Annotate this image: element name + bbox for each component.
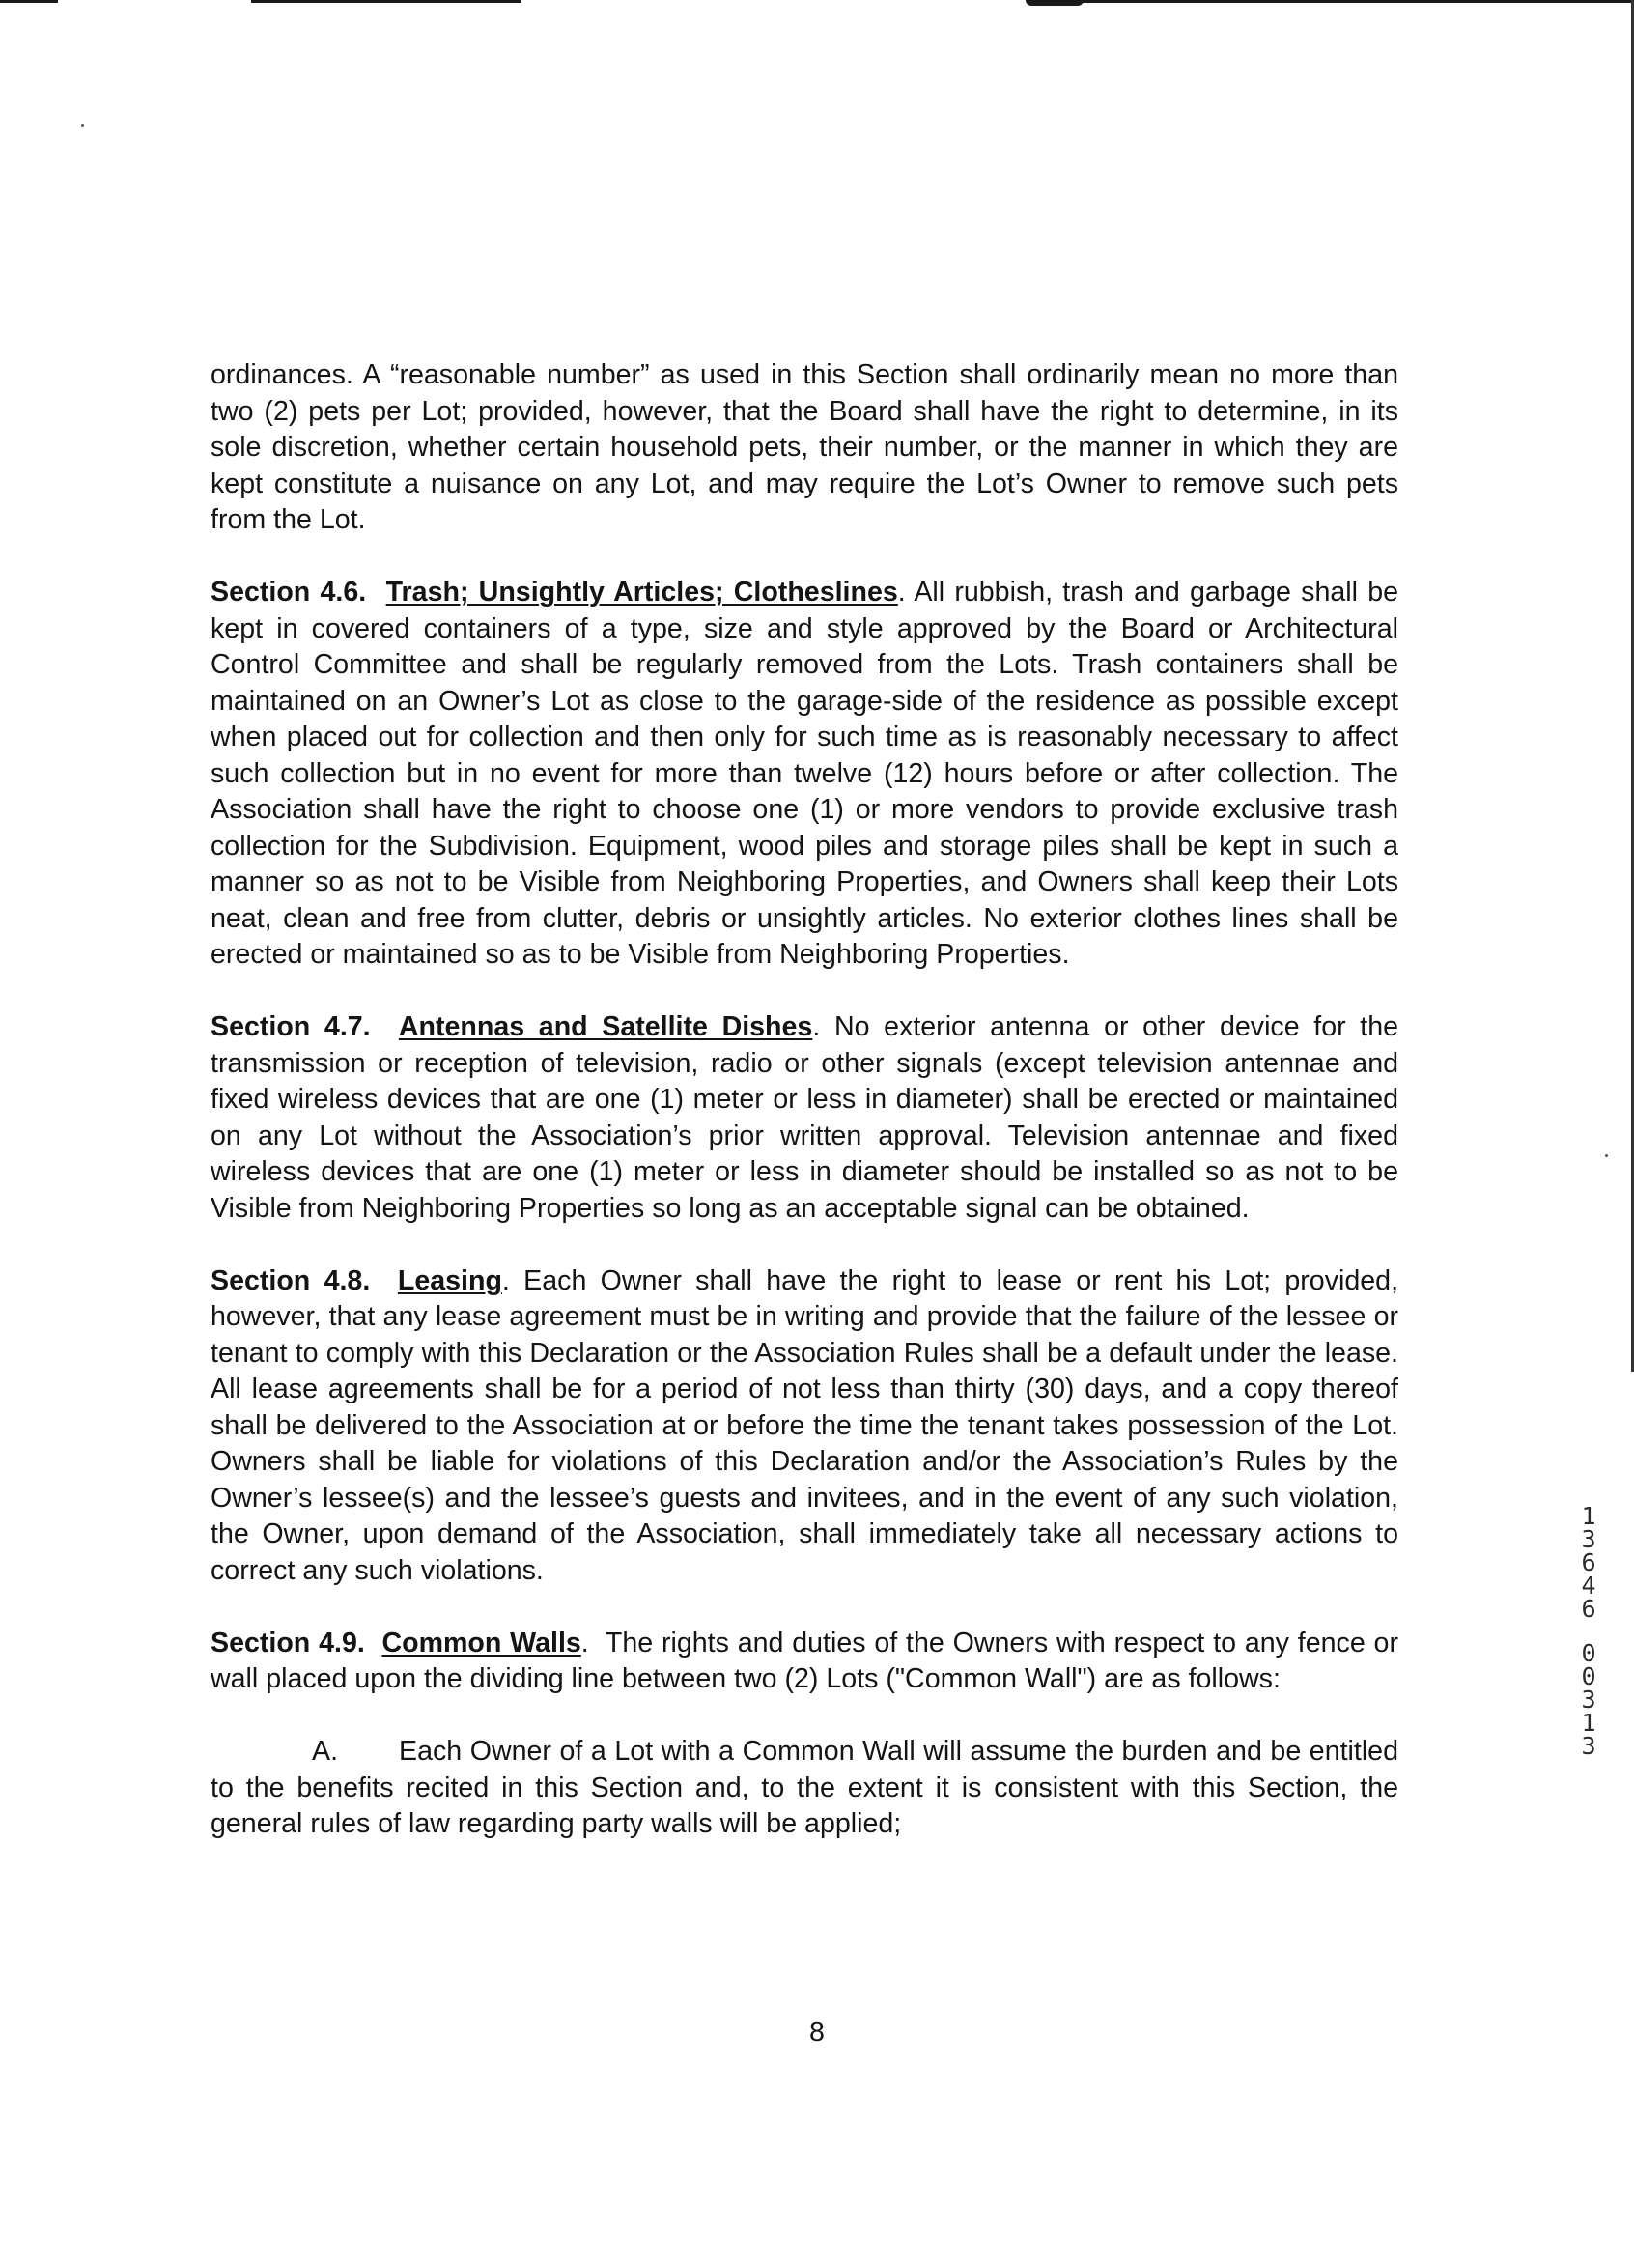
scan-speck: [81, 124, 84, 127]
recording-digit: 0: [1581, 1662, 1596, 1690]
document-body: [211, 357, 1398, 1843]
recording-digit: 0: [1581, 1639, 1596, 1667]
section-4-8: Section 4.8. Leasing. Each Owner shall have the right to lease or rent his Lot; provided, however, that any lease agreement must be in writing and provide that the failure of the lessee or tenant to comply with this Declaration or the Association Rules shall be a default under the lease. All lease agreements shall be for a period of not less than thirty (30) days, and a copy thereof shall be delivered to the Association at or before the time the tenant takes possession of the Lot. Owners shall be liable for violations of this Declaration and/or the Association’s Rules by the Owner’s lessee(s) and the lessee’s guests and invitees, and in the event of any such violation, the Owner, upon demand of the Association, shall immediately take all necessary actions to correct any such violations.: [211, 1264, 1399, 1586]
recording-number: [1574, 1502, 1603, 1760]
scan-speck: [1605, 1154, 1608, 1157]
section-body: Each Owner shall have the right to lease or rent his Lot; provided, however, that any lease agreement must be in writing and provide that the failure of the lessee or tenant to comply with this Declaration or the Association Rules shall be a default under the lease. All lease agreements shall be for a period of not less than thirty (30) days, and a copy thereof shall be delivered to the Association at or before the time the tenant takes possession of the Lot. Owners shall be liable for violations of this Declaration and/or the Association’s Rules by the Owner’s lessee(s) and the lessee’s guests and invitees, and in the event of any such violation, the Owner, upon demand of the Association, shall immediately take all necessary actions to correct any such violations.: [211, 1264, 1399, 1586]
section-4-6: Section 4.6. Trash; Unsightly Articles; Clotheslines. All rubbish, trash and garbage shall be kept in covered containers of a type, size and style approved by the Board or Architectural Control Committee and shall be regularly removed from the Lots. Trash containers shall be maintained on an Owner’s Lot as close to the garage-side of the residence as possible except when placed out for collection and then only for such time as is reasonably necessary to affect such collection but in no event for more than twelve (12) hours before or after collection. The Association shall have the right to choose one (1) or more vendors to provide exclusive trash collection for the Subdivision. Equipment, wood piles and storage piles shall be kept in such a manner so as not to be Visible from Neighboring Properties, and Owners shall keep their Lots neat, clean and free from clutter, debris or unsightly articles. No exterior clothes lines shall be erected or maintained so as to be Visible from Neighboring Properties.: [211, 577, 1399, 970]
scan-edge-top: [0, 0, 1634, 3]
opening-paragraph: ordinances. A “reasonable number” as used in this Section shall ordinarily mean no more than two (2) pets per Lot; provided, however, that the Board shall have the right to determine, in its sole discretion, whether certain household pets, their number, or the manner in which they are kept constitute a nuisance on any Lot, and may require the Lot’s Owner to remove such pets from the Lot.: [211, 359, 1398, 535]
recording-digit: 6: [1581, 1548, 1596, 1576]
section-title: Leasing: [397, 1264, 502, 1296]
subitem-a: [211, 1734, 1398, 1843]
page-number: 8: [809, 2017, 825, 2048]
scan-notch: [1026, 0, 1084, 6]
section-4-7: Section 4.7. Antennas and Satellite Dishes. No exterior antenna or other device for the transmission or reception of television, radio or other signals (except television antennae and fixed wireless devices that are one (1) meter or less in diameter) shall be erected or maintained on any Lot without the Association’s prior written approval. Television antennae and fixed wireless devices that are one (1) meter or less in diameter should be installed so as not to be Visible from Neighboring Properties so long as an acceptable signal can be obtained.: [211, 1011, 1399, 1224]
recording-digit: 3: [1581, 1732, 1596, 1760]
subitem-letter: A.: [312, 1736, 339, 1767]
section-body: All rubbish, trash and garbage shall be kept in covered containers of a type, size and style approved by the Board or Architectural Control Committee and shall be regularly removed from the Lots. Trash containers shall be maintained on an Owner’s Lot as close to the garage-side of the residence as possible except when placed out for collection and then only for such time as is reasonably necessary to affect such collection but in no event for more than twelve (12) hours before or after collection. The Association shall have the right to choose one (1) or more vendors to provide exclusive trash collection for the Subdivision. Equipment, wood piles and storage piles shall be kept in such a manner so as not to be Visible from Neighboring Properties, and Owners shall keep their Lots neat, clean and free from clutter, debris or unsightly articles. No exterior clothes lines shall be erected or maintained so as to be Visible from Neighboring Properties.: [211, 577, 1399, 970]
recording-digit: 3: [1581, 1525, 1596, 1553]
recording-digit: 6: [1581, 1595, 1596, 1623]
section-label: Section 4.7.: [211, 1011, 371, 1042]
section-label: Section 4.9.: [211, 1627, 365, 1658]
section-title: Antennas and Satellite Dishes: [398, 1011, 813, 1042]
recording-digit: 1: [1581, 1502, 1596, 1530]
recording-digit: 1: [1581, 1709, 1596, 1737]
section-title: Common Walls: [381, 1627, 581, 1658]
section-4-9: Section 4.9. Common Walls. The rights and duties of the Owners with respect to any fence or wall placed upon the dividing line between two (2) Lots ("Common Wall") are as follows:: [211, 1627, 1398, 1694]
section-body: No exterior antenna or other device for the transmission or reception of television, radio or other signals (except television antennae and fixed wireless devices that are one (1) meter or less in diameter) shall be erected or maintained on any Lot without the Association’s prior written approval. Television antennae and fixed wireless devices that are one (1) meter or less in diameter should be installed so as not to be Visible from Neighboring Properties so long as an acceptable signal can be obtained.: [211, 1011, 1399, 1224]
section-label: Section 4.8.: [211, 1264, 371, 1296]
section-body: The rights and duties of the Owners with respect to any fence or wall placed upon the dividing line between two (2) Lots ("Common Wall") are as follows:: [211, 1627, 1398, 1694]
recording-digit: 4: [1581, 1572, 1596, 1600]
recording-digit: 3: [1581, 1686, 1596, 1714]
section-title: Trash; Unsightly Articles; Clotheslines: [385, 577, 898, 608]
subitem-text: Each Owner of a Lot with a Common Wall will assume the burden and be entitled to the benefits recited in this Section and, to the extent it is consistent with this Section, the general rules of law regarding party walls will be applied;: [211, 1736, 1398, 1839]
section-label: Section 4.6.: [211, 577, 367, 608]
